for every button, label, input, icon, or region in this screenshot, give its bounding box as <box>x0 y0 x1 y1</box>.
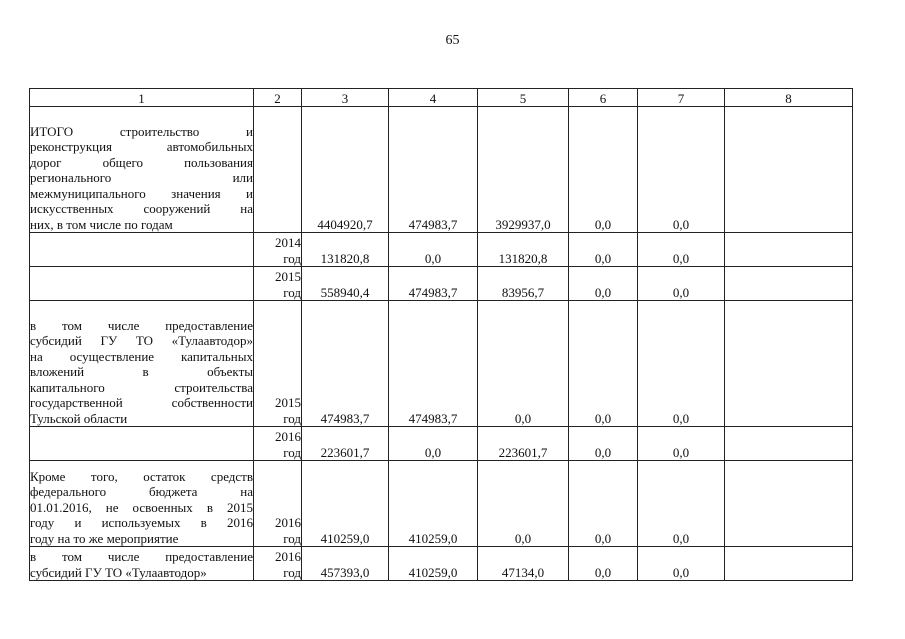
value-cell-col7: 0,0 <box>638 233 725 267</box>
year-cell <box>254 107 302 233</box>
value-cell-col6: 0,0 <box>569 427 638 461</box>
description-line: Тульской области <box>30 410 128 426</box>
year-cell <box>254 461 302 547</box>
table-row <box>30 107 853 233</box>
header-cell-7: 7 <box>638 89 725 107</box>
value-cell-col7: 0,0 <box>638 547 725 581</box>
value-cell-col8 <box>725 427 853 461</box>
value-cell-col4: 0,0 <box>389 233 478 267</box>
description-line: вложений в объекты <box>30 364 253 379</box>
year-line: год <box>283 564 301 580</box>
value-cell-col8 <box>725 461 853 547</box>
value-cell-col8 <box>725 233 853 267</box>
value-cell-col7: 0,0 <box>638 427 725 461</box>
description-line: реконструкция автомобильных <box>30 139 253 154</box>
table-row <box>30 267 853 301</box>
year-cell <box>254 427 302 461</box>
description-line: в том числе предоставление <box>30 317 253 333</box>
header-cell-5: 5 <box>478 89 569 107</box>
year-cell <box>254 233 302 267</box>
table-row <box>30 427 853 461</box>
value-cell-col6: 0,0 <box>569 267 638 301</box>
year-line: 2015 <box>275 395 301 410</box>
description-line: дорог общего пользования <box>30 154 253 170</box>
description-cell <box>30 547 254 581</box>
description-line: Кроме того, остаток средств <box>30 468 253 484</box>
value-cell-col5: 83956,7 <box>478 267 569 301</box>
year-line: 2016 <box>275 429 301 444</box>
table-row <box>30 547 853 581</box>
description-cell <box>30 267 254 301</box>
value-cell-col8 <box>725 301 853 427</box>
value-cell-col7: 0,0 <box>638 107 725 233</box>
value-cell-col6: 0,0 <box>569 301 638 427</box>
description-line: искусственных сооружений на <box>30 201 253 216</box>
description-line: году и используемых в 2016 <box>30 515 253 530</box>
header-cell-2: 2 <box>254 89 302 107</box>
value-cell-col5: 131820,8 <box>478 233 569 267</box>
description-line: на осуществление капитальных <box>30 348 253 364</box>
value-cell-col5: 47134,0 <box>478 547 569 581</box>
description-line: федерального бюджета на <box>30 484 253 499</box>
header-cell-4: 4 <box>389 89 478 107</box>
value-cell-col3: 131820,8 <box>302 233 389 267</box>
table-row <box>30 301 853 427</box>
description-cell <box>30 107 254 233</box>
value-cell-col4: 474983,7 <box>389 267 478 301</box>
value-cell-col8 <box>725 267 853 301</box>
value-cell-col3: 474983,7 <box>302 301 389 427</box>
value-cell-col7: 0,0 <box>638 267 725 301</box>
value-cell-col6: 0,0 <box>569 233 638 267</box>
description-line: регионального или <box>30 170 253 185</box>
year-line: год <box>283 410 301 426</box>
year-line: год <box>283 284 301 300</box>
header-cell-3: 3 <box>302 89 389 107</box>
header-cell-8: 8 <box>725 89 853 107</box>
description-cell <box>30 233 254 267</box>
value-cell-col4: 474983,7 <box>389 301 478 427</box>
description-line: году на то же мероприятие <box>30 530 179 546</box>
value-cell-col5: 0,0 <box>478 461 569 547</box>
year-line: год <box>283 250 301 266</box>
year-cell <box>254 547 302 581</box>
table-row <box>30 233 853 267</box>
description-line: межмуниципального значения и <box>30 185 253 201</box>
value-cell-col5: 223601,7 <box>478 427 569 461</box>
page-number: 65 <box>445 33 460 48</box>
value-cell-col3: 4404920,7 <box>302 107 389 233</box>
description-line: субсидий ГУ ТО «Тулаавтодор» <box>30 333 253 348</box>
year-line: 2014 <box>275 235 301 250</box>
description-cell <box>30 301 254 427</box>
value-cell-col6: 0,0 <box>569 461 638 547</box>
header-row <box>30 89 853 107</box>
header-cell-1: 1 <box>30 89 254 107</box>
value-cell-col6: 0,0 <box>569 107 638 233</box>
value-cell-col3: 558940,4 <box>302 267 389 301</box>
description-line: ИТОГО строительство и <box>30 123 253 139</box>
year-cell <box>254 301 302 427</box>
value-cell-col8 <box>725 107 853 233</box>
value-cell-col4: 0,0 <box>389 427 478 461</box>
header-cell-6: 6 <box>569 89 638 107</box>
budget-table <box>29 88 853 581</box>
value-cell-col4: 410259,0 <box>389 547 478 581</box>
table-row <box>30 461 853 547</box>
year-line: год <box>283 530 301 546</box>
value-cell-col8 <box>725 547 853 581</box>
value-cell-col4: 474983,7 <box>389 107 478 233</box>
description-line: субсидий ГУ ТО «Тулаавтодор» <box>30 564 207 580</box>
value-cell-col3: 223601,7 <box>302 427 389 461</box>
description-line: государственной собственности <box>30 395 253 410</box>
value-cell-col7: 0,0 <box>638 461 725 547</box>
value-cell-col5: 3929937,0 <box>478 107 569 233</box>
value-cell-col3: 410259,0 <box>302 461 389 547</box>
value-cell-col3: 457393,0 <box>302 547 389 581</box>
description-line: них, в том числе по годам <box>30 216 173 232</box>
value-cell-col6: 0,0 <box>569 547 638 581</box>
year-line: 2016 <box>275 549 301 564</box>
description-line: в том числе предоставление <box>30 549 253 564</box>
value-cell-col7: 0,0 <box>638 301 725 427</box>
value-cell-col5: 0,0 <box>478 301 569 427</box>
year-line: год <box>283 444 301 460</box>
value-cell-col4: 410259,0 <box>389 461 478 547</box>
description-cell <box>30 461 254 547</box>
year-line: 2016 <box>275 515 301 530</box>
description-line: 01.01.2016, не освоенных в 2015 <box>30 499 253 515</box>
description-line: капитального строительства <box>30 379 253 395</box>
year-line: 2015 <box>275 269 301 284</box>
description-cell <box>30 427 254 461</box>
year-cell <box>254 267 302 301</box>
